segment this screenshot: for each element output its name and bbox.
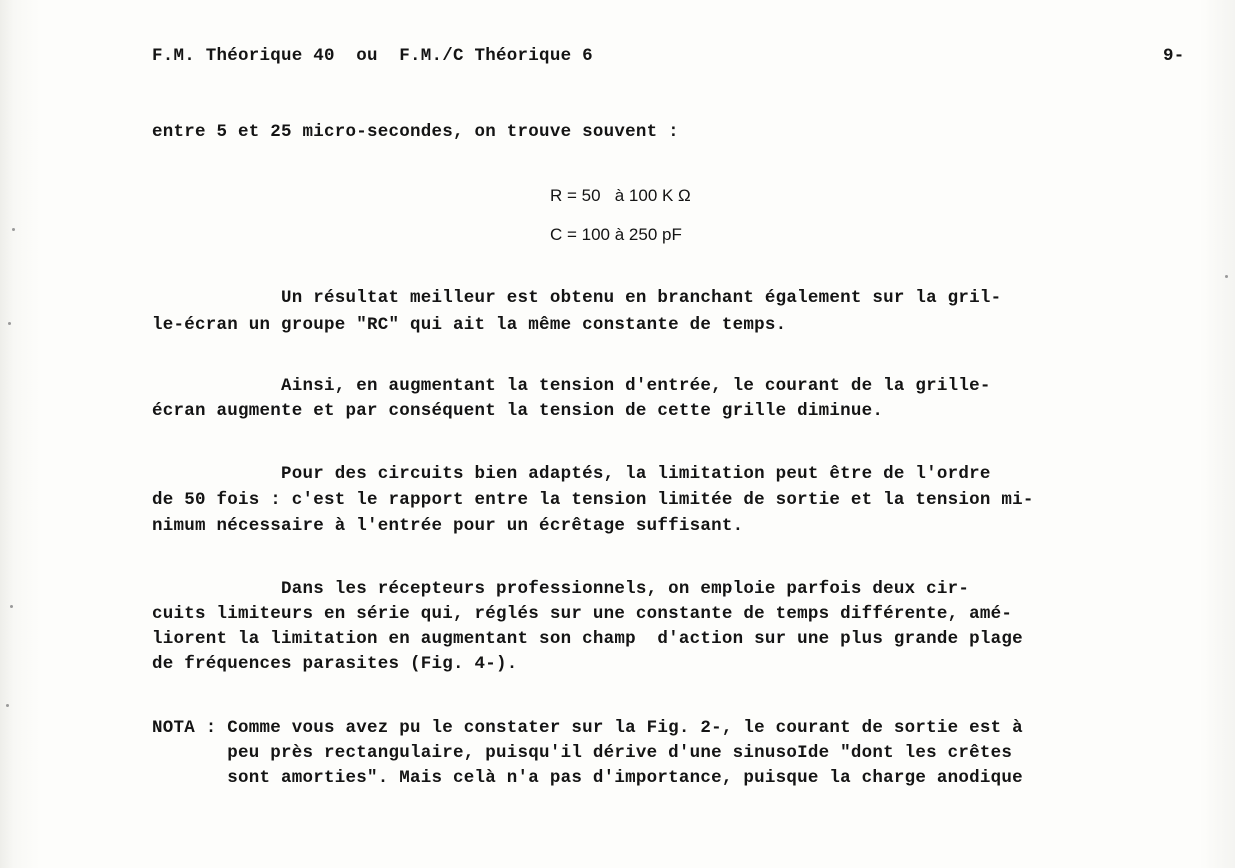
paragraph-4-line-3: liorent la limitation en augmentant son champ d'action sur une plus grande plage xyxy=(152,629,1023,649)
paragraph-4-line-4: de fréquences parasites (Fig. 4-). xyxy=(152,654,518,674)
nota-line-2: peu près rectangulaire, puisqu'il dérive d'une sinusoIde "dont les crêtes xyxy=(152,743,1013,763)
page-header-title: F.M. Théorique 40 ou F.M./C Théorique 6 xyxy=(152,46,593,66)
paragraph-2-line-2: écran augmente et par conséquent la tension de cette grille diminue. xyxy=(152,401,884,421)
formula-resistance: R = 50 à 100 K Ω xyxy=(550,186,691,205)
intro-line: entre 5 et 25 micro-secondes, on trouve souvent : xyxy=(152,122,679,142)
paragraph-1-line-1: Un résultat meilleur est obtenu en branchant également sur la gril- xyxy=(152,288,1002,308)
scan-speck xyxy=(8,322,11,325)
paragraph-4-line-2: cuits limiteurs en série qui, réglés sur une constante de temps différente, amé- xyxy=(152,604,1013,624)
nota-line-1: NOTA : Comme vous avez pu le constater sur la Fig. 2-, le courant de sortie est à xyxy=(152,718,1023,738)
paragraph-3-line-2: de 50 fois : c'est le rapport entre la tension limitée de sortie et la tension mi- xyxy=(152,490,1034,510)
formula-capacitance: C = 100 à 250 pF xyxy=(550,225,682,244)
paragraph-4-line-1: Dans les récepteurs professionnels, on emploie parfois deux cir- xyxy=(152,579,970,599)
nota-line-3: sont amorties". Mais celà n'a pas d'importance, puisque la charge anodique xyxy=(152,768,1023,788)
page-number: 9- xyxy=(1163,46,1185,66)
paragraph-3-line-3: nimum nécessaire à l'entrée pour un écrêtage suffisant. xyxy=(152,516,744,536)
scan-speck xyxy=(6,704,9,707)
scan-speck xyxy=(1225,275,1228,278)
scan-speck xyxy=(12,228,15,231)
scan-speck xyxy=(10,605,13,608)
paragraph-1-line-2: le-écran un groupe "RC" qui ait la même constante de temps. xyxy=(152,315,787,335)
paragraph-3-line-1: Pour des circuits bien adaptés, la limitation peut être de l'ordre xyxy=(152,464,991,484)
paragraph-2-line-1: Ainsi, en augmentant la tension d'entrée, le courant de la grille- xyxy=(152,376,991,396)
